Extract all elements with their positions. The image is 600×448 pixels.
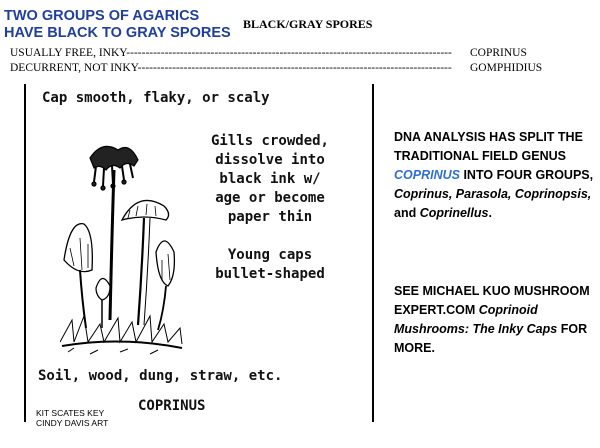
young-caps-description <box>185 246 355 284</box>
gills-line: black ink w/ <box>219 171 321 187</box>
key-result-gomphidius: GOMPHIDIUS <box>470 62 543 74</box>
habitat-description: Soil, wood, dung, straw, etc. <box>38 368 283 384</box>
dna-analysis-note <box>394 128 594 223</box>
reference-source: SEE MICHAEL KUO MUSHROOM EXPERT.COM <box>394 284 590 317</box>
dna-note-text: DNA ANALYSIS HAS SPLIT THE TRADITIONAL FIELD GENUS <box>394 130 583 163</box>
dna-note-text-2: INTO FOUR GROUPS, <box>459 168 594 182</box>
page-title <box>4 8 231 42</box>
young-line: bullet-shaped <box>215 266 325 282</box>
genus-label: COPRINUS <box>138 398 206 414</box>
credit-art: CINDY DAVIS ART <box>36 418 109 428</box>
gills-line: Gills crowded, <box>210 133 329 149</box>
spore-color-heading: BLACK/GRAY SPORES <box>243 17 373 31</box>
gills-line: paper thin <box>227 209 313 225</box>
cap-description: Cap smooth, flaky, or scaly <box>42 90 270 106</box>
key-line-free-inky: USUALLY FREE, INKY------------------------------------------------------------------------------------- <box>10 47 452 59</box>
title-line-2: HAVE BLACK TO GRAY SPORES <box>4 25 231 41</box>
reference-more: FOR MORE. <box>394 322 588 355</box>
image-credit <box>36 408 108 428</box>
dna-note-last-genus: Coprinellus <box>419 206 489 220</box>
dna-note-genera: Coprinus, Parasola, Coprinopsis, <box>394 187 592 201</box>
gills-line: age or become <box>215 190 325 206</box>
inky-cap-mushroom-drawing <box>60 120 185 360</box>
key-line-decurrent: DECURRENT, NOT INKY---------------------------------------------------------------------------------- <box>10 62 452 74</box>
reference-title: Coprinoid Mushrooms: The Inky Caps <box>394 303 558 336</box>
key-result-coprinus: COPRINUS <box>470 47 527 59</box>
dna-note-period: . <box>488 206 492 220</box>
title-line-1: TWO GROUPS OF AGARICS <box>4 8 200 24</box>
young-line: Young caps <box>227 247 313 263</box>
dna-note-genus: COPRINUS <box>394 168 460 182</box>
further-reading-note <box>394 282 598 358</box>
gills-line: dissolve into <box>215 152 325 168</box>
dna-note-and: and <box>394 206 420 220</box>
credit-key: KIT SCATES KEY <box>36 408 105 418</box>
gills-description <box>185 132 355 227</box>
